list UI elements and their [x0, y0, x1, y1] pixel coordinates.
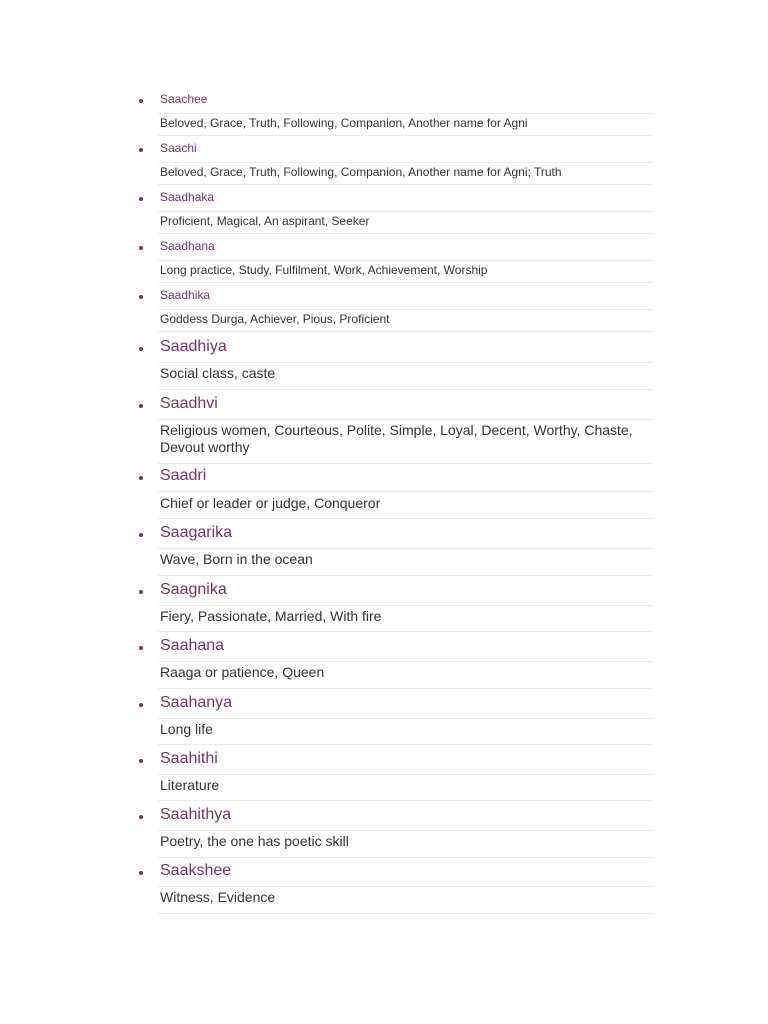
- divider: [158, 233, 652, 234]
- entry-name-link[interactable]: Saahana: [160, 637, 225, 654]
- divider: [158, 857, 652, 858]
- divider: [158, 491, 652, 492]
- entry-name-link[interactable]: Saadhana: [160, 239, 215, 253]
- divider: [158, 744, 652, 745]
- entry-meaning: Raaga or patience, Queen: [160, 664, 325, 680]
- entry-meaning: Proficient, Magical, An aspirant, Seeker: [160, 214, 370, 228]
- entry-meaning: Goddess Durga, Achiever, Pious, Proficient: [160, 312, 390, 326]
- bullet-icon: [139, 703, 143, 707]
- bullet-icon: [139, 246, 143, 250]
- bullet-icon: [139, 759, 143, 763]
- entry-meaning: Chief or leader or judge, Conqueror: [160, 495, 381, 511]
- divider: [158, 463, 652, 464]
- entry-meaning: Wave, Born in the ocean: [160, 551, 313, 567]
- entry-name-link[interactable]: Saadri: [160, 467, 207, 484]
- divider: [158, 688, 652, 689]
- entry-meaning: Beloved, Grace, Truth, Following, Companion, Another name for Agni; Truth: [160, 165, 562, 179]
- divider: [158, 135, 652, 136]
- entry-name-link[interactable]: Saadhaka: [160, 190, 215, 204]
- bullet-icon: [139, 871, 143, 875]
- divider: [158, 800, 652, 801]
- entry-name-link[interactable]: Saachee: [160, 92, 208, 106]
- entry-name-link[interactable]: Saachi: [160, 141, 197, 155]
- bullet-icon: [139, 533, 143, 537]
- entry-name-link[interactable]: Saahithya: [160, 806, 232, 823]
- divider: [158, 631, 652, 632]
- entry-meaning: Literature: [160, 777, 220, 793]
- entry-meaning: Poetry, the one has poetic skill: [160, 833, 349, 849]
- divider: [158, 162, 652, 163]
- divider: [158, 282, 652, 283]
- divider: [158, 211, 652, 212]
- divider: [158, 309, 652, 310]
- entry-name-link[interactable]: Saadhika: [160, 288, 211, 302]
- entry-name-link[interactable]: Saakshee: [160, 862, 232, 879]
- divider: [158, 605, 652, 606]
- entry-meaning: Witness, Evidence: [160, 889, 276, 905]
- entry-name-link[interactable]: Saagarika: [160, 524, 233, 541]
- divider: [158, 518, 652, 519]
- bullet-icon: [139, 404, 143, 408]
- entry-name-link[interactable]: Saadhvi: [160, 395, 218, 412]
- divider: [158, 419, 652, 420]
- entry-meaning: Social class, caste: [160, 365, 276, 381]
- bullet-icon: [139, 148, 143, 152]
- entry-meaning: Long practice, Study, Fulfilment, Work, Achievement, Worship: [160, 263, 488, 277]
- entry-name-link[interactable]: Saagnika: [160, 581, 227, 598]
- divider: [158, 260, 652, 261]
- bullet-icon: [139, 590, 143, 594]
- divider: [158, 774, 652, 775]
- divider: [158, 913, 652, 914]
- entry-name-link[interactable]: Saahithi: [160, 750, 218, 767]
- divider: [158, 184, 652, 185]
- bullet-icon: [139, 295, 143, 299]
- bullet-icon: [139, 347, 143, 351]
- divider: [158, 718, 652, 719]
- divider: [158, 331, 652, 332]
- bullet-icon: [139, 815, 143, 819]
- divider: [158, 575, 652, 576]
- bullet-icon: [139, 476, 143, 480]
- entry-meaning: Beloved, Grace, Truth, Following, Companion, Another name for Agni: [160, 116, 528, 130]
- bullet-icon: [139, 99, 143, 103]
- entry-meaning: Religious women, Courteous, Polite, Simple, Loyal, Decent, Worthy, Chaste, Devout worthy: [160, 422, 633, 455]
- entry-name-link[interactable]: Saahanya: [160, 694, 233, 711]
- divider: [158, 886, 652, 887]
- divider: [158, 661, 652, 662]
- divider: [158, 548, 652, 549]
- divider: [158, 362, 652, 363]
- divider: [158, 113, 652, 114]
- entry-meaning: Fiery, Passionate, Married, With fire: [160, 608, 382, 624]
- entry-name-link[interactable]: Saadhiya: [160, 338, 227, 355]
- divider: [158, 830, 652, 831]
- bullet-icon: [139, 646, 143, 650]
- divider: [158, 389, 652, 390]
- bullet-icon: [139, 197, 143, 201]
- entry-meaning: Long life: [160, 721, 213, 737]
